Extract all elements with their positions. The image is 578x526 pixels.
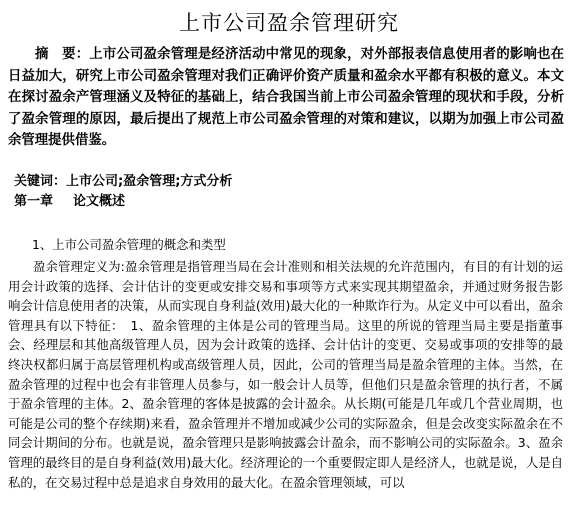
- section-heading: 1、上市公司盈余管理的概念和类型: [32, 237, 226, 252]
- abstract-text: 上市公司盈余管理是经济活动中常见的现象，对外部报表信息使用者的影响也在日益加大，研究上市公司盈余管理对我们正确评价资产质量和盈余水平都有积极的意义。本文在探讨盈余产管理涵义及特征的基础上，结合我国当前上市公司盈余管理的现状和手段，分析了盈余管理的原因，最后提出了规范上市公司盈余管理的对策和建议，以期为加强上市公司盈余管理提供借鉴。: [8, 47, 565, 148]
- chapter-title: 论文概述: [73, 194, 126, 209]
- abstract-paragraph: [8, 44, 564, 152]
- chapter-number: 第一章: [14, 194, 54, 209]
- body-paragraph: 盈余管理定义为:盈余管理是指管理当局在会计准则和相关法规的允许范围内，有目的有计划的运用会计政策的选择、会计估计的变更或安排交易和事项等方式来实现其期望盈余，并通过财务报告影响会计信息使用者的决策，从而实现自身利益(效用)最大化的一种欺诈行为。从定义中可以看出，盈余管理具有以下特征： 1、盈余管理的主体是公司的管理当局。这里的所说的管理当局主要是指董事会、经理层和其他高级管理人员，因为会计政策的选择、会计估计的变更、交易或事项的安排等的最终决权都归属于高层管理机构或高级管理人员，因此，公司的管理当局是盈余管理的主体。当然，在盈余管理的过程中也会有非管理人员参与，如一般会计人员等，但他们只是盈余管理的执行者，不属于盈余管理的主体。2、盈余管理的客体是披露的会计盈余。从长期(可能是几年或几个营业周期，也可能是公司的整个存续期)来看，盈余管理并不增加或减少公司的实际盈余，但是会改变实际盈余在不同会计期间的分布。也就是说，盈余管理只是影响披露会计盈余，而不影响公司的实际盈余。3、盈余管理的最终目的是自身利益(效用)最大化。经济理论的一个重要假定即人是经济人，也就是说，人是自私的，在交易过程中总是追求自身效用的最大化。在盈余管理领域，可以: [8, 259, 563, 490]
- document-title: 上市公司盈余管理研究: [179, 11, 399, 35]
- chapter-heading: [14, 193, 125, 211]
- abstract-label: 摘 要：: [35, 47, 90, 62]
- keywords-line: 关键词：上市公司;盈余管理;方式分析: [14, 174, 233, 189]
